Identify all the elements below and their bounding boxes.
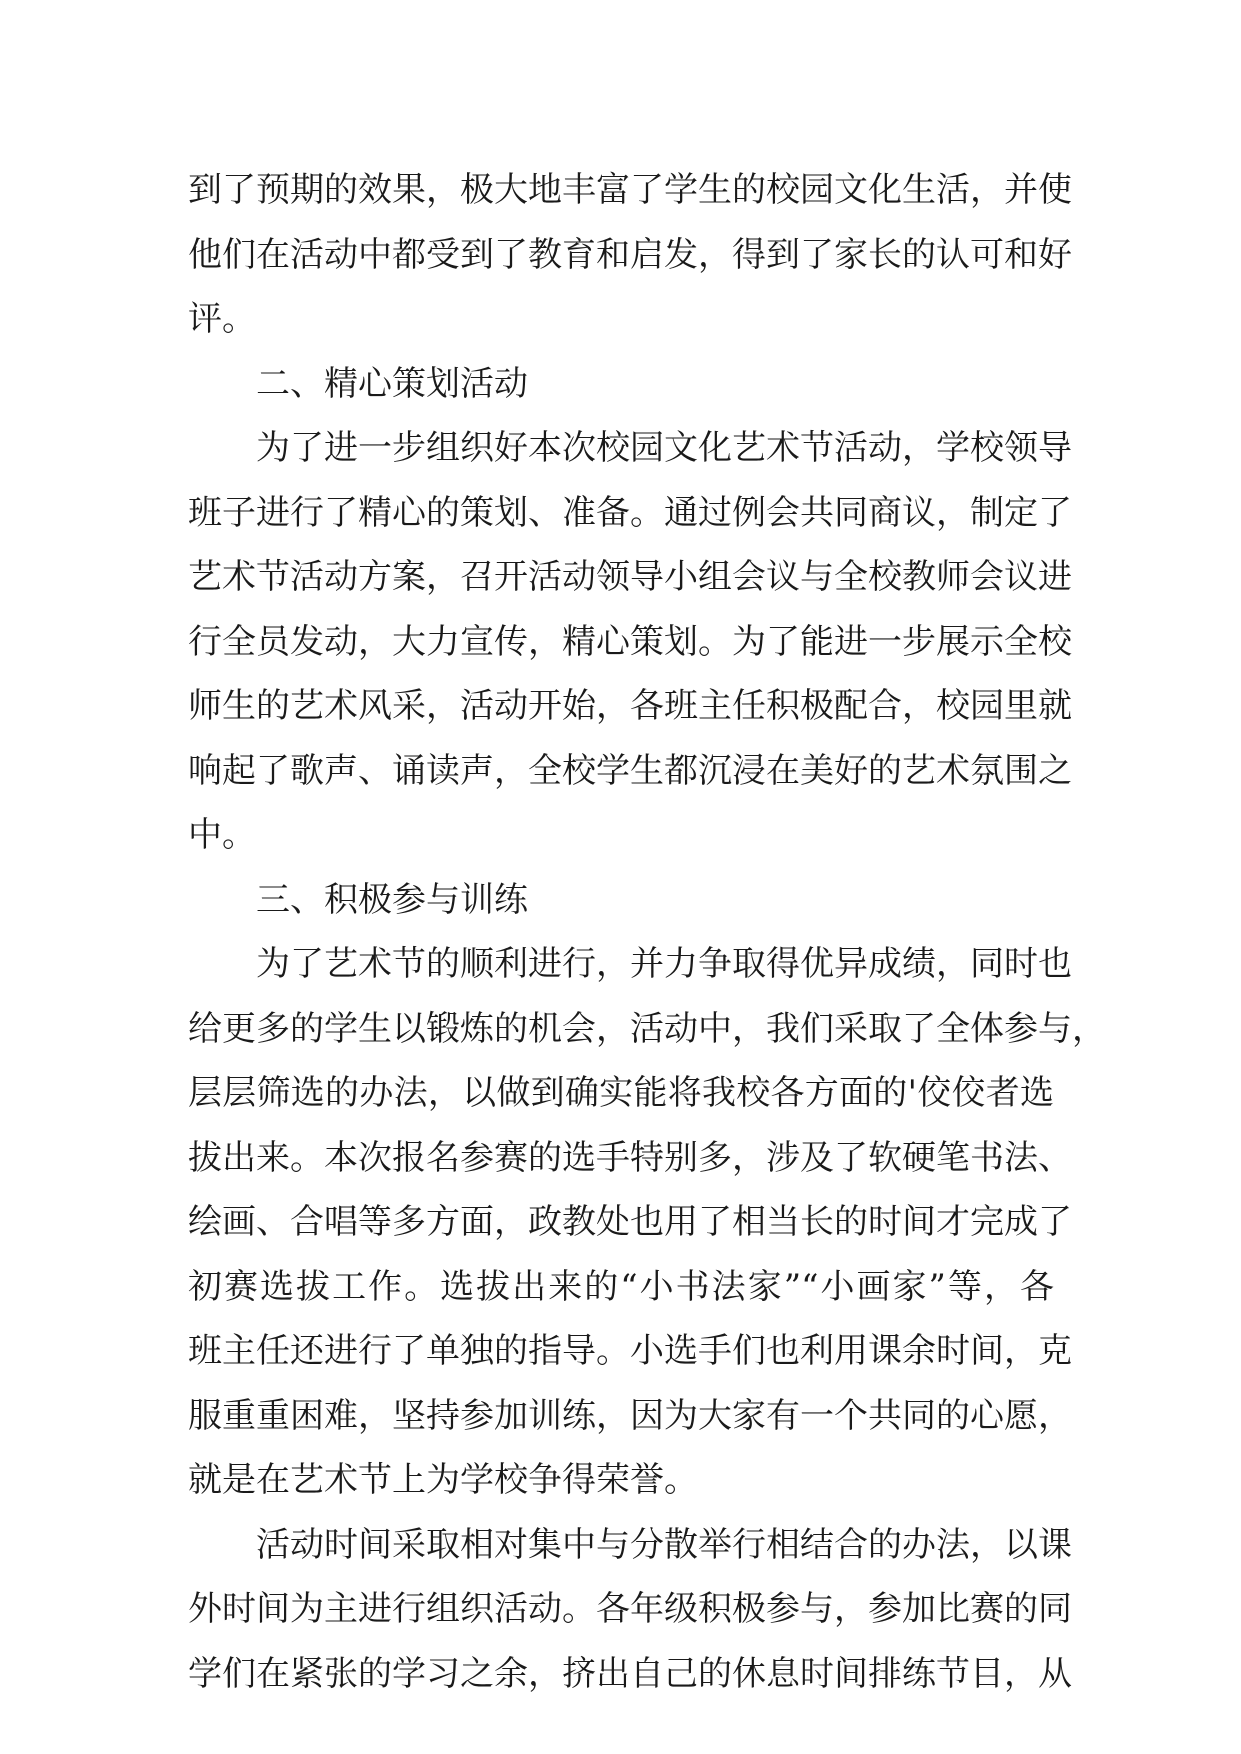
body-text-line: 到了预期的效果，极大地丰富了学生的校园文化生活，并使 xyxy=(188,170,1072,210)
body-text-line: 班主任还进行了单独的指导。小选手们也利用课余时间，克 xyxy=(188,1331,1072,1371)
body-text-line: 艺术节活动方案，召开活动领导小组会议与全校教师会议进 xyxy=(188,557,1072,597)
section-heading: 三、积极参与训练 xyxy=(256,879,528,920)
body-text-line: 他们在活动中都受到了教育和启发，得到了家长的认可和好 xyxy=(188,234,1072,275)
body-text-line: 为了艺术节的顺利进行，并力争取得优异成绩，同时也 xyxy=(256,944,1072,984)
body-text-line: 初赛选拔工作。选拔出来的“小书法家”“小画家”等，各 xyxy=(188,1266,1054,1307)
body-text-line: 活动时间采取相对集中与分散举行相结合的办法，以课 xyxy=(256,1524,1072,1565)
document-body xyxy=(188,158,1106,1706)
body-text-line: 中。 xyxy=(188,815,256,855)
body-text-line: 班子进行了精心的策划、准备。通过例会共同商议，制定了 xyxy=(188,492,1072,533)
section-heading: 二、精心策划活动 xyxy=(256,363,528,404)
body-text-line: 为了进一步组织好本次校园文化艺术节活动，学校领导 xyxy=(256,428,1072,468)
body-text-line: 行全员发动，大力宣传，精心策划。为了能进一步展示全校 xyxy=(188,621,1072,662)
body-text-line: 层层筛选的办法，以做到确实能将我校各方面的'佼佼者选 xyxy=(188,1073,1054,1113)
body-text-line: 响起了歌声、诵读声，全校学生都沉浸在美好的艺术氛围之 xyxy=(188,750,1072,791)
body-text-line: 学们在紧张的学习之余，挤出自己的休息时间排练节目，从 xyxy=(188,1653,1072,1694)
body-text-line: 师生的艺术风采，活动开始，各班主任积极配合，校园里就 xyxy=(188,686,1072,726)
body-text-line: 服重重困难，坚持参加训练，因为大家有一个共同的心愿， xyxy=(188,1395,1072,1436)
body-text-line: 给更多的学生以锻炼的机会，活动中，我们采取了全体参与， xyxy=(188,1008,1106,1049)
body-text-line: 拔出来。本次报名参赛的选手特别多，涉及了软硬笔书法、 xyxy=(188,1137,1072,1178)
body-text-line: 就是在艺术节上为学校争得荣誉。 xyxy=(188,1460,698,1500)
body-text-line: 绘画、合唱等多方面，政教处也用了相当长的时间才完成了 xyxy=(188,1202,1072,1242)
body-text-line: 外时间为主进行组织活动。各年级积极参与，参加比赛的同 xyxy=(188,1589,1072,1629)
body-text-line: 评。 xyxy=(188,299,256,339)
